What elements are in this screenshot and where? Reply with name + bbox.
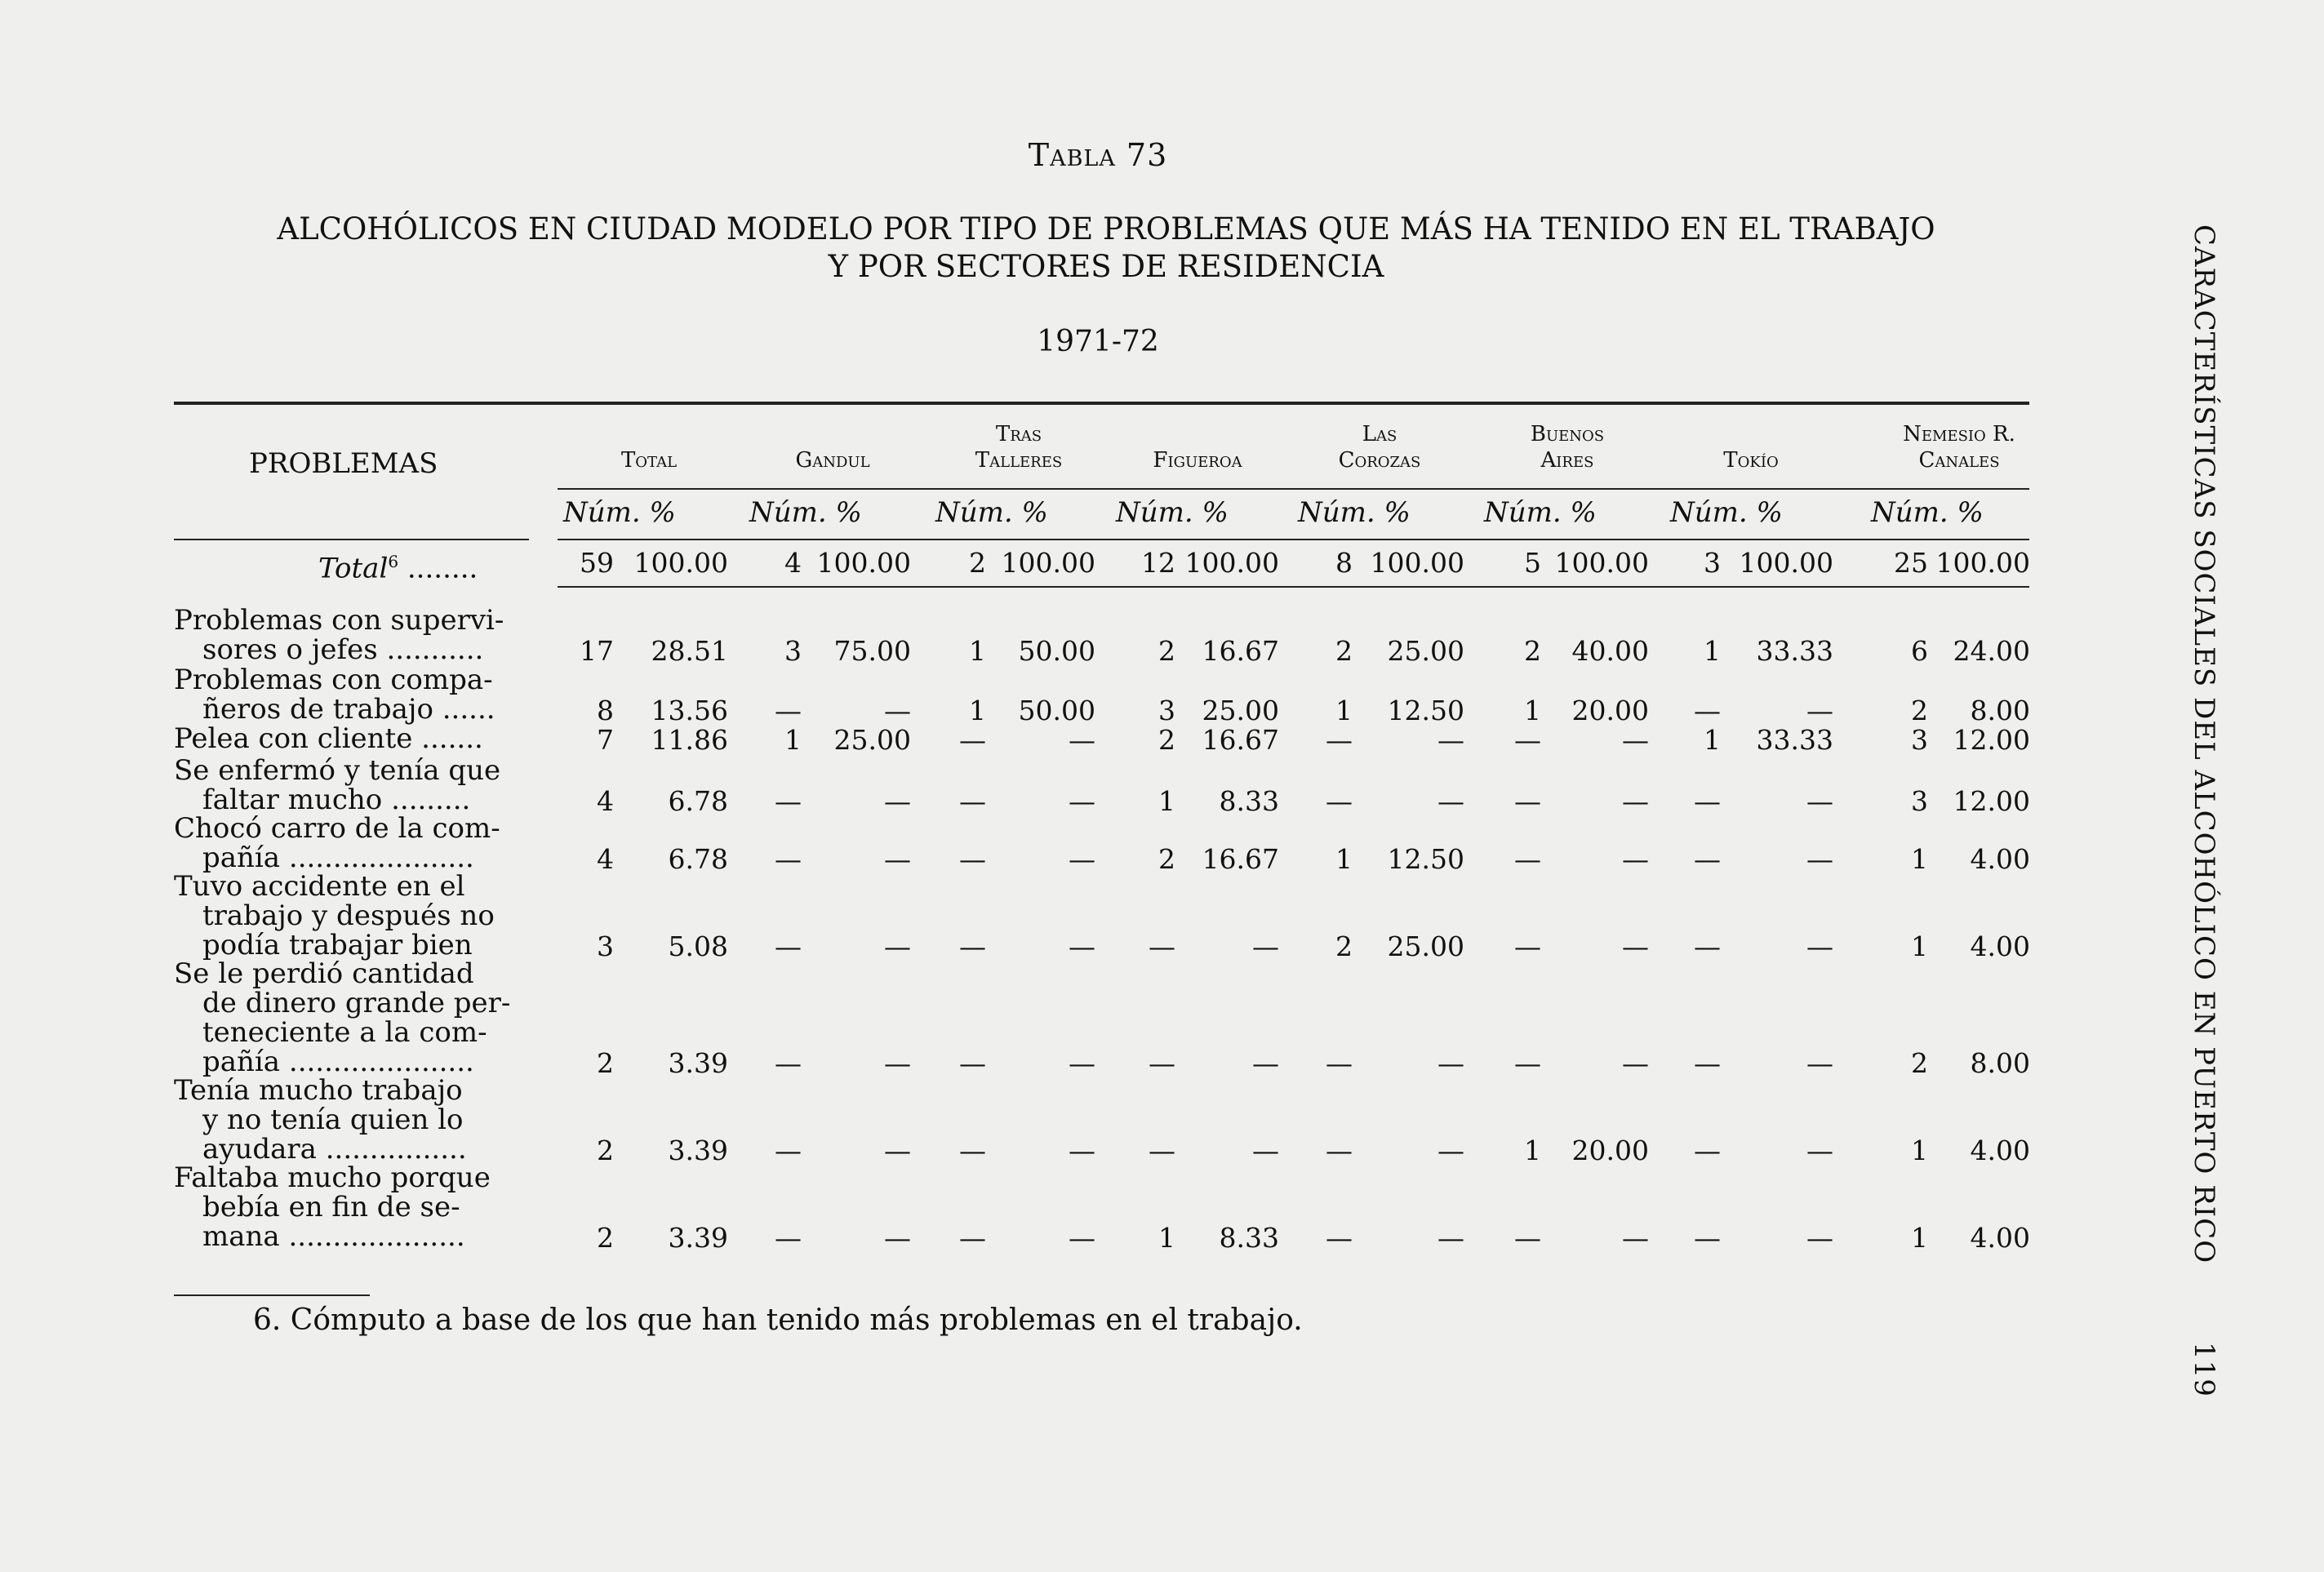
- cell-pct: —: [1069, 724, 1095, 756]
- cell-pct: 16.67: [1202, 843, 1279, 875]
- cell-pct: 8.33: [1219, 1222, 1279, 1254]
- problem-label-line: Tuvo accidente en el: [174, 870, 465, 903]
- footnote-rule: [174, 1294, 370, 1296]
- cell-num: —: [1694, 843, 1721, 875]
- cell-pct: —: [1069, 930, 1095, 962]
- column-header: [1290, 421, 1469, 473]
- cell-pct: —: [1069, 1047, 1095, 1079]
- cell-pct: 13.56: [651, 695, 728, 726]
- column-header-line2: Tokío: [1723, 448, 1779, 473]
- cell-num: 3: [784, 635, 802, 667]
- problem-label-line: Problemas con compa-: [174, 664, 493, 696]
- cell-num: —: [1694, 785, 1721, 817]
- table-year: 1971-72: [1037, 325, 1159, 358]
- cell-num: —: [959, 930, 986, 962]
- table-title: [171, 211, 2041, 286]
- cell-pct: 100.00: [1554, 547, 1649, 579]
- cell-num: —: [1694, 1047, 1721, 1079]
- column-header-line2: Corozas: [1338, 448, 1421, 473]
- cell-pct: —: [884, 843, 911, 875]
- cell-pct: 3.39: [668, 1047, 728, 1079]
- cell-num: 1: [1335, 843, 1353, 875]
- cell-num: —: [1326, 1135, 1353, 1166]
- cell-pct: —: [1438, 1135, 1464, 1166]
- column-header: [1869, 421, 2049, 473]
- cell-pct: 50.00: [1018, 635, 1095, 667]
- column-header-line2: Aires: [1540, 448, 1594, 473]
- cell-pct: —: [1806, 785, 1833, 817]
- cell-num: 25: [1894, 547, 1928, 579]
- num-pct-subheader: Núm. %: [1116, 496, 1229, 529]
- stub-rule: [174, 539, 529, 540]
- cell-pct: —: [1806, 1222, 1833, 1254]
- cell-pct: 6.78: [668, 785, 728, 817]
- problem-label-line: sores o jefes ...........: [202, 633, 484, 666]
- cell-num: 1: [784, 724, 802, 756]
- cell-pct: 100.00: [633, 547, 728, 579]
- cell-num: —: [775, 1222, 802, 1254]
- cell-pct: 6.78: [668, 843, 728, 875]
- cell-num: 1: [1524, 1135, 1541, 1166]
- cell-num: —: [1326, 1047, 1353, 1079]
- total-rule: [558, 586, 2029, 588]
- problem-label-line: Se enfermó y tenía que: [174, 754, 501, 787]
- cell-num: 1: [1911, 930, 1928, 962]
- cell-num: —: [775, 843, 802, 875]
- problem-label-line: Se le perdió cantidad: [174, 957, 474, 990]
- cell-pct: 5.08: [668, 930, 728, 962]
- cell-num: 1: [969, 695, 986, 726]
- cell-pct: 8.33: [1219, 785, 1279, 817]
- cell-pct: —: [1622, 724, 1649, 756]
- cell-pct: 25.00: [1387, 930, 1464, 962]
- cell-num: —: [1149, 930, 1175, 962]
- cell-pct: 16.67: [1202, 635, 1279, 667]
- cell-num: 1: [969, 635, 986, 667]
- cell-pct: —: [884, 785, 911, 817]
- cell-num: —: [959, 1135, 986, 1166]
- cell-pct: 11.86: [651, 724, 728, 756]
- cell-pct: 20.00: [1571, 1135, 1649, 1166]
- cell-pct: —: [1806, 1047, 1833, 1079]
- cell-pct: 3.39: [668, 1222, 728, 1254]
- problem-label-line: pañía .....................: [202, 1046, 474, 1078]
- cell-pct: 12.00: [1953, 724, 2030, 756]
- cell-num: 2: [969, 547, 986, 579]
- cell-num: 8: [597, 695, 614, 726]
- cell-num: 5: [1524, 547, 1541, 579]
- cell-pct: —: [1622, 785, 1649, 817]
- problem-label-line: teneciente a la com-: [202, 1016, 487, 1049]
- cell-num: 8: [1335, 547, 1353, 579]
- cell-num: 2: [1524, 635, 1541, 667]
- cell-num: —: [1514, 1047, 1541, 1079]
- cell-num: —: [1514, 724, 1541, 756]
- cell-pct: —: [1069, 785, 1095, 817]
- cell-num: —: [1149, 1135, 1175, 1166]
- cell-num: —: [775, 785, 802, 817]
- column-header-line2: Figueroa: [1153, 448, 1242, 473]
- cell-pct: —: [1069, 1135, 1095, 1166]
- cell-num: 3: [1911, 785, 1928, 817]
- cell-num: —: [1694, 1222, 1721, 1254]
- num-pct-subheader: Núm. %: [1298, 496, 1411, 529]
- cell-pct: 25.00: [1202, 695, 1279, 726]
- cell-pct: —: [1622, 1222, 1649, 1254]
- column-header-line1: Tras: [995, 422, 1042, 446]
- cell-num: —: [959, 1047, 986, 1079]
- table-number: Tabla 73: [1028, 137, 1168, 173]
- cell-num: —: [1149, 1047, 1175, 1079]
- cell-pct: —: [1069, 1222, 1095, 1254]
- cell-num: 1: [1911, 843, 1928, 875]
- cell-pct: 3.39: [668, 1135, 728, 1166]
- side-title: CARACTERÍSTICAS SOCIALES DEL ALCOHÓLICO EN PUERTO RICO: [2188, 224, 2220, 1264]
- title-line-1: ALCOHÓLICOS EN CIUDAD MODELO POR TIPO DE PROBLEMAS QUE MÁS HA TENIDO EN EL TRABAJO: [277, 211, 1935, 246]
- problem-label-line: Chocó carro de la com-: [174, 812, 500, 845]
- cell-pct: 4.00: [1970, 1135, 2030, 1166]
- cell-pct: 33.33: [1756, 635, 1833, 667]
- column-header: [559, 447, 739, 473]
- cell-pct: —: [1438, 785, 1464, 817]
- problemas-header: PROBLEMAS: [249, 447, 438, 480]
- cell-pct: —: [1438, 1047, 1464, 1079]
- cell-num: 1: [1158, 1222, 1175, 1254]
- column-header-line2: Gandul: [795, 448, 870, 473]
- top-rule: [174, 402, 2029, 405]
- cell-num: 4: [597, 785, 614, 817]
- cell-num: —: [1694, 930, 1721, 962]
- cell-num: 1: [1158, 785, 1175, 817]
- num-pct-subheader: Núm. %: [1871, 496, 1984, 529]
- cell-num: 2: [1158, 635, 1175, 667]
- total-dots: ........: [398, 552, 478, 585]
- cell-num: —: [775, 1047, 802, 1079]
- cell-pct: 28.51: [651, 635, 728, 667]
- cell-pct: —: [1806, 843, 1833, 875]
- cell-num: 3: [597, 930, 614, 962]
- column-header: [743, 447, 922, 473]
- cell-pct: 100.00: [1370, 547, 1464, 579]
- cell-num: 2: [1911, 695, 1928, 726]
- cell-pct: —: [1252, 930, 1279, 962]
- column-header-line1: Las: [1362, 422, 1398, 446]
- cell-num: —: [1326, 724, 1353, 756]
- num-pct-subheader: Núm. %: [563, 496, 676, 529]
- cell-num: —: [1326, 785, 1353, 817]
- column-header: [1661, 447, 1841, 473]
- cell-pct: —: [1806, 930, 1833, 962]
- cell-num: —: [959, 724, 986, 756]
- cell-num: 17: [580, 635, 614, 667]
- cell-pct: —: [1622, 843, 1649, 875]
- cell-num: 1: [1911, 1222, 1928, 1254]
- column-header-line2: Canales: [1918, 448, 2000, 473]
- cell-num: 2: [597, 1135, 614, 1166]
- cell-pct: —: [1252, 1047, 1279, 1079]
- problem-label-line: Faltaba mucho porque: [174, 1161, 491, 1194]
- cell-num: —: [1694, 1135, 1721, 1166]
- column-header: [1477, 421, 1657, 473]
- total-label: [318, 547, 478, 583]
- num-pct-subheader: Núm. %: [935, 496, 1048, 529]
- problem-label-line: mana ....................: [202, 1220, 465, 1253]
- problem-label-line: ayudara ................: [202, 1133, 467, 1166]
- cell-pct: —: [884, 1222, 911, 1254]
- cell-pct: 8.00: [1970, 695, 2030, 726]
- cell-num: 2: [1911, 1047, 1928, 1079]
- problem-label-line: ñeros de trabajo ......: [202, 693, 495, 726]
- cell-pct: 100.00: [1739, 547, 1833, 579]
- problem-label-line: podía trabajar bien: [202, 929, 473, 961]
- cell-num: 59: [580, 547, 614, 579]
- cell-pct: —: [1252, 1135, 1279, 1166]
- cell-pct: —: [1806, 1135, 1833, 1166]
- cell-pct: —: [884, 1135, 911, 1166]
- cell-pct: —: [1438, 724, 1464, 756]
- cell-num: 1: [1335, 695, 1353, 726]
- cell-pct: 8.00: [1970, 1047, 2030, 1079]
- cell-num: —: [1514, 930, 1541, 962]
- title-line-2: Y POR SECTORES DE RESIDENCIA: [828, 249, 1384, 284]
- cell-num: 4: [784, 547, 802, 579]
- problem-label-line: Pelea con cliente .......: [174, 722, 483, 755]
- column-header-rule: [558, 488, 2029, 490]
- column-header: [929, 421, 1109, 473]
- cell-num: 3: [1911, 724, 1928, 756]
- cell-num: 3: [1704, 547, 1721, 579]
- cell-pct: 4.00: [1970, 843, 2030, 875]
- cell-pct: —: [1069, 843, 1095, 875]
- cell-pct: 25.00: [833, 724, 911, 756]
- problem-label-line: trabajo y después no: [202, 899, 495, 932]
- cell-num: 7: [597, 724, 614, 756]
- problem-label-line: faltar mucho .........: [202, 784, 471, 816]
- cell-num: 2: [597, 1222, 614, 1254]
- cell-num: —: [1514, 785, 1541, 817]
- cell-num: —: [1694, 695, 1721, 726]
- cell-num: 3: [1158, 695, 1175, 726]
- subheader-rule: [558, 539, 2029, 540]
- cell-num: —: [775, 930, 802, 962]
- cell-num: —: [775, 695, 802, 726]
- problem-label-line: pañía .....................: [202, 842, 474, 874]
- cell-num: —: [959, 785, 986, 817]
- num-pct-subheader: Núm. %: [1484, 496, 1597, 529]
- cell-pct: 12.50: [1387, 843, 1464, 875]
- cell-pct: 75.00: [833, 635, 911, 667]
- cell-num: 1: [1911, 1135, 1928, 1166]
- cell-pct: —: [1622, 930, 1649, 962]
- problem-label-line: Tenía mucho trabajo: [174, 1074, 463, 1107]
- cell-pct: —: [1806, 695, 1833, 726]
- cell-pct: 100.00: [1184, 547, 1279, 579]
- footnote: 6. Cómputo a base de los que han tenido más problemas en el trabajo.: [253, 1303, 1303, 1337]
- cell-num: 1: [1704, 724, 1721, 756]
- cell-num: 2: [1335, 635, 1353, 667]
- cell-num: —: [959, 1222, 986, 1254]
- cell-pct: 20.00: [1571, 695, 1649, 726]
- column-header-line1: Buenos: [1530, 422, 1605, 446]
- cell-pct: 33.33: [1756, 724, 1833, 756]
- cell-num: —: [1514, 1222, 1541, 1254]
- footnote-marker: 6: [388, 552, 399, 571]
- cell-pct: 24.00: [1953, 635, 2030, 667]
- cell-num: 2: [1335, 930, 1353, 962]
- num-pct-subheader: Núm. %: [1670, 496, 1783, 529]
- cell-pct: —: [884, 1047, 911, 1079]
- cell-pct: 50.00: [1018, 695, 1095, 726]
- total-label-text: Total: [318, 552, 389, 585]
- cell-num: 1: [1524, 695, 1541, 726]
- page-number: 119: [2188, 1342, 2220, 1398]
- cell-num: —: [775, 1135, 802, 1166]
- cell-num: 2: [1158, 843, 1175, 875]
- cell-num: 4: [597, 843, 614, 875]
- cell-pct: —: [1622, 1047, 1649, 1079]
- cell-pct: 4.00: [1970, 930, 2030, 962]
- column-header-line2: Talleres: [975, 448, 1063, 473]
- cell-num: —: [1326, 1222, 1353, 1254]
- cell-pct: 4.00: [1970, 1222, 2030, 1254]
- column-header: [1108, 447, 1287, 473]
- cell-pct: 40.00: [1571, 635, 1649, 667]
- cell-pct: 25.00: [1387, 635, 1464, 667]
- problem-label-line: y no tenía quien lo: [202, 1104, 464, 1136]
- cell-num: 1: [1704, 635, 1721, 667]
- cell-pct: 12.00: [1953, 785, 2030, 817]
- cell-pct: —: [884, 695, 911, 726]
- cell-num: —: [1514, 843, 1541, 875]
- cell-pct: 100.00: [816, 547, 911, 579]
- cell-pct: 100.00: [1001, 547, 1095, 579]
- cell-pct: 16.67: [1202, 724, 1279, 756]
- cell-num: 12: [1141, 547, 1175, 579]
- problem-label-line: Problemas con supervi-: [174, 604, 504, 637]
- problem-label-line: bebía en fin de se-: [202, 1191, 460, 1223]
- problem-label-line: de dinero grande per-: [202, 987, 511, 1019]
- cell-num: 6: [1911, 635, 1928, 667]
- cell-pct: —: [1438, 1222, 1464, 1254]
- cell-num: 2: [1158, 724, 1175, 756]
- column-header-line2: Total: [620, 448, 678, 473]
- cell-pct: 100.00: [1935, 547, 2030, 579]
- column-header-line1: Nemesio R.: [1903, 422, 2015, 446]
- cell-num: —: [959, 843, 986, 875]
- cell-num: 2: [597, 1047, 614, 1079]
- cell-pct: —: [884, 930, 911, 962]
- running-header: [2155, 224, 2220, 1400]
- cell-pct: 12.50: [1387, 695, 1464, 726]
- num-pct-subheader: Núm. %: [749, 496, 862, 529]
